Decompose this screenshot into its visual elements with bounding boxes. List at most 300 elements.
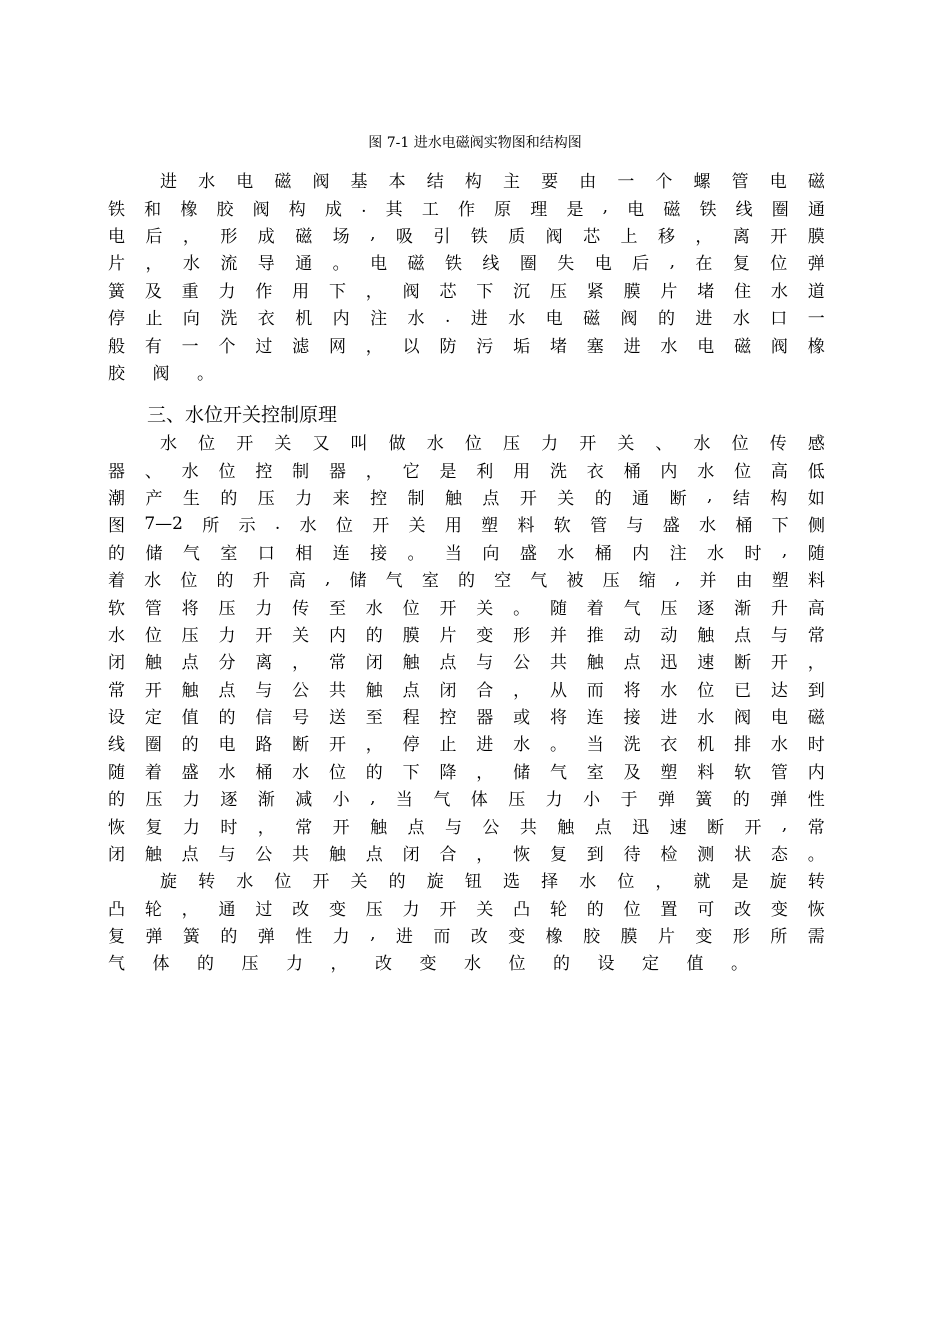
text-glyph: 成	[324, 199, 342, 220]
text-glyph: .	[361, 197, 367, 218]
text-glyph: 变	[476, 625, 494, 646]
text-glyph: 簧	[182, 926, 200, 947]
text-glyph: 的	[388, 872, 406, 893]
text-glyph: 变	[328, 899, 346, 920]
text-glyph: 开	[770, 653, 788, 674]
text-glyph: 。	[407, 543, 425, 564]
text-glyph: 通	[295, 254, 313, 275]
text-glyph: 磁	[274, 172, 292, 193]
text-glyph: 检	[660, 845, 678, 866]
text-glyph: 着	[108, 571, 125, 592]
text-glyph: ,	[602, 197, 608, 218]
text-line	[108, 330, 825, 357]
text-glyph: 常	[807, 817, 825, 838]
text-glyph: .	[274, 513, 281, 534]
text-glyph: 止	[145, 309, 163, 330]
text-glyph: 水	[697, 461, 715, 482]
text-glyph: 的	[594, 488, 612, 509]
text-glyph: 共	[292, 845, 310, 866]
text-glyph: 铁	[444, 254, 462, 275]
text-glyph: 叫	[350, 434, 368, 455]
text-glyph: 机	[295, 309, 313, 330]
text-glyph: 衣	[660, 735, 678, 756]
text-glyph: 压	[549, 281, 567, 302]
text-glyph: 着	[586, 598, 604, 619]
text-glyph: 是	[731, 872, 749, 893]
text-glyph: 导	[257, 254, 275, 275]
text-glyph: .	[444, 306, 451, 327]
text-line	[108, 221, 825, 248]
text-glyph: 触	[144, 653, 162, 674]
text-glyph: 凸	[513, 899, 531, 920]
text-glyph: 位	[144, 625, 162, 646]
text-line	[108, 358, 825, 385]
text-glyph: 桶	[255, 762, 273, 783]
text-glyph: 轮	[549, 899, 567, 920]
text-glyph: 成	[257, 226, 275, 247]
text-glyph: 体	[152, 954, 170, 975]
text-glyph: 片	[108, 254, 125, 275]
text-glyph: 点	[734, 625, 752, 646]
text-glyph: 力	[182, 817, 200, 838]
text-glyph: 胶	[216, 199, 234, 220]
text-glyph: ,	[674, 568, 681, 589]
text-glyph: 。	[549, 735, 567, 756]
text-glyph: 水	[579, 872, 597, 893]
text-glyph: 相	[295, 543, 313, 564]
text-glyph: 公	[292, 680, 310, 701]
text-glyph: 点	[402, 680, 420, 701]
text-glyph: 的	[457, 571, 475, 592]
text-glyph: 点	[594, 817, 612, 838]
text-glyph: ,	[781, 541, 788, 562]
text-glyph: 电	[108, 226, 125, 247]
text-glyph: 点	[439, 653, 457, 674]
text-glyph: 储	[349, 571, 367, 592]
text-glyph: 塑	[771, 571, 789, 592]
text-glyph: 水	[464, 954, 481, 975]
text-glyph: 降	[439, 762, 457, 783]
text-glyph: 垢	[513, 336, 531, 357]
text-glyph: 力	[402, 899, 420, 920]
text-glyph: 水	[697, 708, 715, 729]
text-glyph: 口	[257, 543, 275, 564]
text-glyph: 圈	[771, 199, 789, 220]
text-glyph: 位	[218, 461, 236, 482]
text-glyph: 进	[470, 309, 488, 330]
text-glyph: 橡	[180, 199, 198, 220]
text-glyph: 压	[365, 899, 383, 920]
text-glyph: 迅	[660, 653, 678, 674]
text-glyph: 过	[255, 899, 273, 920]
text-glyph: 与	[626, 516, 644, 537]
text-glyph: 的	[181, 735, 199, 756]
text-glyph: 进	[660, 708, 678, 729]
text-glyph: 与	[476, 653, 494, 674]
text-glyph: 铁	[470, 226, 488, 247]
text-glyph: 气	[385, 571, 403, 592]
text-glyph: 注	[669, 543, 687, 564]
text-glyph: 号	[292, 708, 310, 729]
text-glyph: 塑	[660, 762, 678, 783]
text-glyph: 体	[470, 790, 488, 811]
text-glyph: 着	[144, 762, 162, 783]
text-glyph: 弹	[145, 926, 163, 947]
text-glyph: 闭	[365, 653, 383, 674]
text-glyph: 关	[617, 434, 635, 455]
text-glyph: 改	[375, 954, 392, 975]
text-glyph: 水	[160, 434, 177, 455]
text-glyph: 制	[292, 461, 310, 482]
text-glyph: 压	[508, 790, 526, 811]
text-glyph: 压	[241, 954, 259, 975]
text-glyph: 位	[770, 254, 788, 275]
text-glyph: 逐	[220, 790, 238, 811]
text-glyph: 关	[292, 625, 310, 646]
text-glyph: 沉	[513, 281, 531, 302]
text-glyph: 时	[807, 735, 825, 756]
text-glyph: 进	[476, 735, 494, 756]
text-glyph: 动	[660, 625, 678, 646]
text-glyph: 转	[807, 872, 825, 893]
text-glyph: 器	[328, 461, 346, 482]
text-glyph: 需	[807, 926, 825, 947]
text-glyph: ,	[370, 224, 376, 245]
text-glyph: 流	[220, 254, 238, 275]
text-glyph: 定	[144, 708, 162, 729]
text-glyph: 共	[328, 680, 346, 701]
text-glyph: 内	[660, 461, 678, 482]
text-glyph: 程	[402, 708, 420, 729]
text-glyph: 逐	[697, 598, 715, 619]
text-glyph: 关	[408, 516, 426, 537]
text-glyph: 有	[144, 336, 162, 357]
text-glyph: 信	[255, 708, 273, 729]
text-glyph: 力	[541, 434, 559, 455]
text-glyph: 控	[439, 708, 457, 729]
text-glyph: 内	[632, 543, 650, 564]
text-glyph: 减	[295, 790, 313, 811]
text-glyph: 储	[513, 762, 531, 783]
text-glyph: 缩	[638, 571, 656, 592]
text-glyph: ，	[476, 762, 494, 783]
text-glyph: 磁	[407, 254, 425, 275]
text-glyph: 通	[807, 199, 825, 220]
text-glyph: 位	[274, 872, 292, 893]
text-glyph: 旋	[160, 872, 177, 893]
text-glyph: 高	[807, 598, 825, 619]
text-glyph: 开	[236, 434, 254, 455]
text-glyph: 水	[660, 680, 678, 701]
text-glyph: 速	[697, 653, 715, 674]
text-glyph: 开	[579, 434, 597, 455]
text-glyph: 触	[328, 845, 346, 866]
text-glyph: 分	[218, 653, 236, 674]
text-glyph: 水	[181, 461, 199, 482]
text-glyph: 污	[476, 336, 494, 357]
text-glyph: 所	[770, 926, 788, 947]
text-glyph: 料	[807, 571, 825, 592]
text-glyph: 旋	[426, 872, 444, 893]
text-glyph: 关	[350, 872, 368, 893]
text-glyph: 点	[482, 488, 500, 509]
text-glyph: 所	[202, 516, 220, 537]
text-glyph: 与	[444, 817, 462, 838]
text-glyph: 重	[181, 281, 199, 302]
text-glyph: 管	[144, 598, 162, 619]
text-glyph: 至	[365, 708, 383, 729]
text-glyph: 气	[549, 762, 567, 783]
text-glyph: 水	[198, 172, 216, 193]
text-glyph: 公	[513, 653, 531, 674]
text-line	[108, 303, 825, 330]
text-glyph: 向	[182, 309, 200, 330]
text-glyph: 盛	[519, 543, 537, 564]
text-glyph: 盛	[181, 762, 199, 783]
text-line	[108, 647, 825, 674]
text-glyph: 般	[108, 336, 125, 357]
text-glyph: 速	[669, 817, 687, 838]
text-glyph: 开	[255, 625, 273, 646]
text-glyph: 由	[579, 172, 597, 193]
text-glyph: 接	[623, 708, 641, 729]
text-glyph: 后	[632, 254, 650, 275]
text-glyph: ，	[695, 226, 713, 247]
text-glyph: 胶	[583, 926, 601, 947]
text-glyph: 值	[686, 954, 704, 975]
text-glyph: 室	[220, 543, 238, 564]
text-glyph: 待	[623, 845, 641, 866]
text-glyph: 电	[236, 172, 254, 193]
text-glyph: 一	[807, 309, 825, 330]
text-glyph: 电	[770, 708, 788, 729]
text-glyph: 水	[699, 516, 717, 537]
text-glyph: 力	[255, 598, 273, 619]
text-glyph: ,	[370, 924, 376, 945]
text-glyph: 线	[735, 199, 753, 220]
text-glyph: 并	[549, 625, 567, 646]
text-glyph: 线	[108, 735, 125, 756]
text-glyph: 当	[444, 543, 462, 564]
text-glyph: 开	[744, 817, 762, 838]
text-glyph: 于	[620, 790, 638, 811]
text-glyph: 随	[807, 543, 825, 564]
text-glyph: 的	[108, 543, 125, 564]
text-glyph: 停	[108, 309, 125, 330]
text-glyph: 点	[623, 653, 641, 674]
text-glyph: 理	[530, 199, 548, 220]
text-glyph: 桶	[623, 461, 641, 482]
text-glyph: 力	[182, 790, 200, 811]
text-glyph: 点	[218, 680, 236, 701]
text-line	[108, 248, 825, 275]
text-glyph: ，	[365, 281, 383, 302]
text-line	[108, 784, 825, 811]
text-glyph: 弹	[657, 790, 675, 811]
text-glyph: 道	[807, 281, 825, 302]
text-line	[108, 565, 825, 592]
text-glyph: 轮	[144, 899, 162, 920]
text-glyph: 水	[182, 254, 200, 275]
text-glyph: ，	[257, 817, 275, 838]
text-glyph: 失	[557, 254, 575, 275]
text-glyph: 公	[255, 845, 273, 866]
text-glyph: 设	[597, 954, 615, 975]
text-glyph: 内	[328, 625, 346, 646]
text-glyph: 触	[402, 653, 420, 674]
text-glyph: 的	[365, 762, 383, 783]
text-glyph: 形	[513, 625, 531, 646]
text-glyph: 压	[502, 434, 520, 455]
text-glyph: 已	[734, 680, 752, 701]
text-glyph: 变	[508, 926, 526, 947]
text-glyph: 结	[732, 488, 750, 509]
text-glyph: 与	[770, 625, 788, 646]
text-glyph: 其	[385, 199, 403, 220]
text-glyph: 将	[181, 598, 199, 619]
text-glyph: 压	[602, 571, 620, 592]
text-glyph: 位	[402, 598, 420, 619]
text-glyph: 位	[734, 461, 752, 482]
text-glyph: 控	[255, 461, 273, 482]
text-glyph: 点	[181, 653, 199, 674]
text-glyph: 气	[108, 954, 125, 975]
text-glyph: 变	[770, 899, 788, 920]
text-glyph: 个	[218, 336, 236, 357]
text-glyph: 开	[770, 226, 788, 247]
text-glyph: 弹	[257, 926, 275, 947]
text-glyph: 常	[108, 680, 125, 701]
text-glyph: 关	[557, 488, 575, 509]
text-glyph: 示	[238, 516, 256, 537]
text-glyph: 触	[181, 680, 199, 701]
text-glyph: 阀	[152, 363, 170, 384]
text-glyph: 移	[657, 226, 675, 247]
text-glyph: 与	[255, 680, 273, 701]
text-line	[108, 839, 825, 866]
text-glyph: 水	[218, 762, 236, 783]
text-glyph: ，	[182, 226, 200, 247]
text-glyph: 上	[620, 226, 638, 247]
text-glyph: 的	[657, 309, 675, 330]
text-glyph: 是	[566, 199, 584, 220]
text-glyph: 桶	[594, 543, 612, 564]
text-glyph: 构	[770, 488, 788, 509]
text-glyph: 水	[299, 516, 317, 537]
text-glyph: 基	[350, 172, 368, 193]
text-glyph: 塞	[586, 336, 604, 357]
text-glyph: 利	[476, 461, 494, 482]
text-glyph: 下	[771, 516, 789, 537]
text-glyph: 公	[482, 817, 500, 838]
text-glyph: 的	[553, 954, 570, 975]
text-glyph: 值	[181, 708, 199, 729]
text-glyph: 开	[372, 516, 390, 537]
text-glyph: 力	[295, 488, 313, 509]
text-glyph: 电	[769, 172, 787, 193]
text-glyph: ，	[365, 461, 383, 482]
text-glyph: 触	[370, 817, 388, 838]
text-line	[108, 811, 825, 838]
text-glyph: 送	[328, 708, 346, 729]
text-glyph: 断	[292, 735, 310, 756]
text-glyph: 阀	[770, 336, 788, 357]
text-glyph: 气	[433, 790, 451, 811]
text-glyph: 开	[312, 872, 330, 893]
text-glyph: 制	[407, 488, 425, 509]
text-glyph: 开	[439, 598, 457, 619]
text-glyph: ,	[324, 568, 331, 589]
text-line	[108, 538, 825, 565]
text-line	[108, 483, 825, 510]
text-line	[108, 948, 825, 975]
text-glyph: 关	[476, 598, 494, 619]
text-line	[108, 757, 825, 784]
text-glyph: 排	[734, 735, 752, 756]
text-glyph: 片	[439, 625, 457, 646]
text-line	[108, 455, 825, 482]
text-glyph: 闭	[108, 653, 125, 674]
text-glyph: 恢	[807, 899, 825, 920]
text-glyph: 圈	[144, 735, 162, 756]
text-glyph: 定	[642, 954, 659, 975]
text-glyph: 电	[594, 254, 612, 275]
text-glyph: 室	[586, 762, 604, 783]
text-glyph: 料	[697, 762, 715, 783]
text-glyph: 内	[332, 309, 350, 330]
text-glyph: 膜	[402, 625, 420, 646]
text-glyph: ，	[181, 899, 199, 920]
text-glyph: 向	[482, 543, 500, 564]
text-glyph: 位	[328, 762, 346, 783]
text-glyph: 渐	[734, 598, 752, 619]
paragraph-solenoid-valve	[108, 166, 825, 385]
text-glyph: 而	[586, 680, 604, 701]
text-glyph: 原	[494, 199, 512, 220]
text-glyph: 的	[220, 488, 238, 509]
text-glyph: 而	[433, 926, 451, 947]
text-glyph: ，	[513, 680, 531, 701]
text-glyph: 结	[426, 172, 444, 193]
text-glyph: 变	[695, 926, 713, 947]
text-glyph: 堵	[697, 281, 715, 302]
text-glyph: 磁	[663, 199, 681, 220]
text-line	[108, 620, 825, 647]
text-glyph: 随	[549, 598, 567, 619]
text-glyph: 室	[421, 571, 439, 592]
text-glyph: 塑	[481, 516, 499, 537]
text-glyph: 水	[292, 762, 310, 783]
text-glyph: 位	[617, 872, 635, 893]
text-glyph: 防	[439, 336, 457, 357]
text-glyph: 气	[530, 571, 548, 592]
text-glyph: 产	[145, 488, 163, 509]
text-glyph: 进	[623, 336, 641, 357]
text-glyph: 开	[519, 488, 537, 509]
text-glyph: 连	[332, 543, 350, 564]
text-glyph: 低	[807, 461, 825, 482]
text-glyph: 网	[328, 336, 346, 357]
text-glyph: 阀	[545, 226, 563, 247]
text-glyph: 关	[476, 899, 494, 920]
text-glyph: 簧	[108, 281, 125, 302]
text-glyph: ，	[330, 954, 348, 975]
text-glyph: 构	[288, 199, 306, 220]
text-glyph: 图	[108, 516, 125, 537]
text-glyph: 堵	[549, 336, 567, 357]
text-glyph: 态	[770, 845, 788, 866]
text-glyph: 断	[734, 653, 752, 674]
